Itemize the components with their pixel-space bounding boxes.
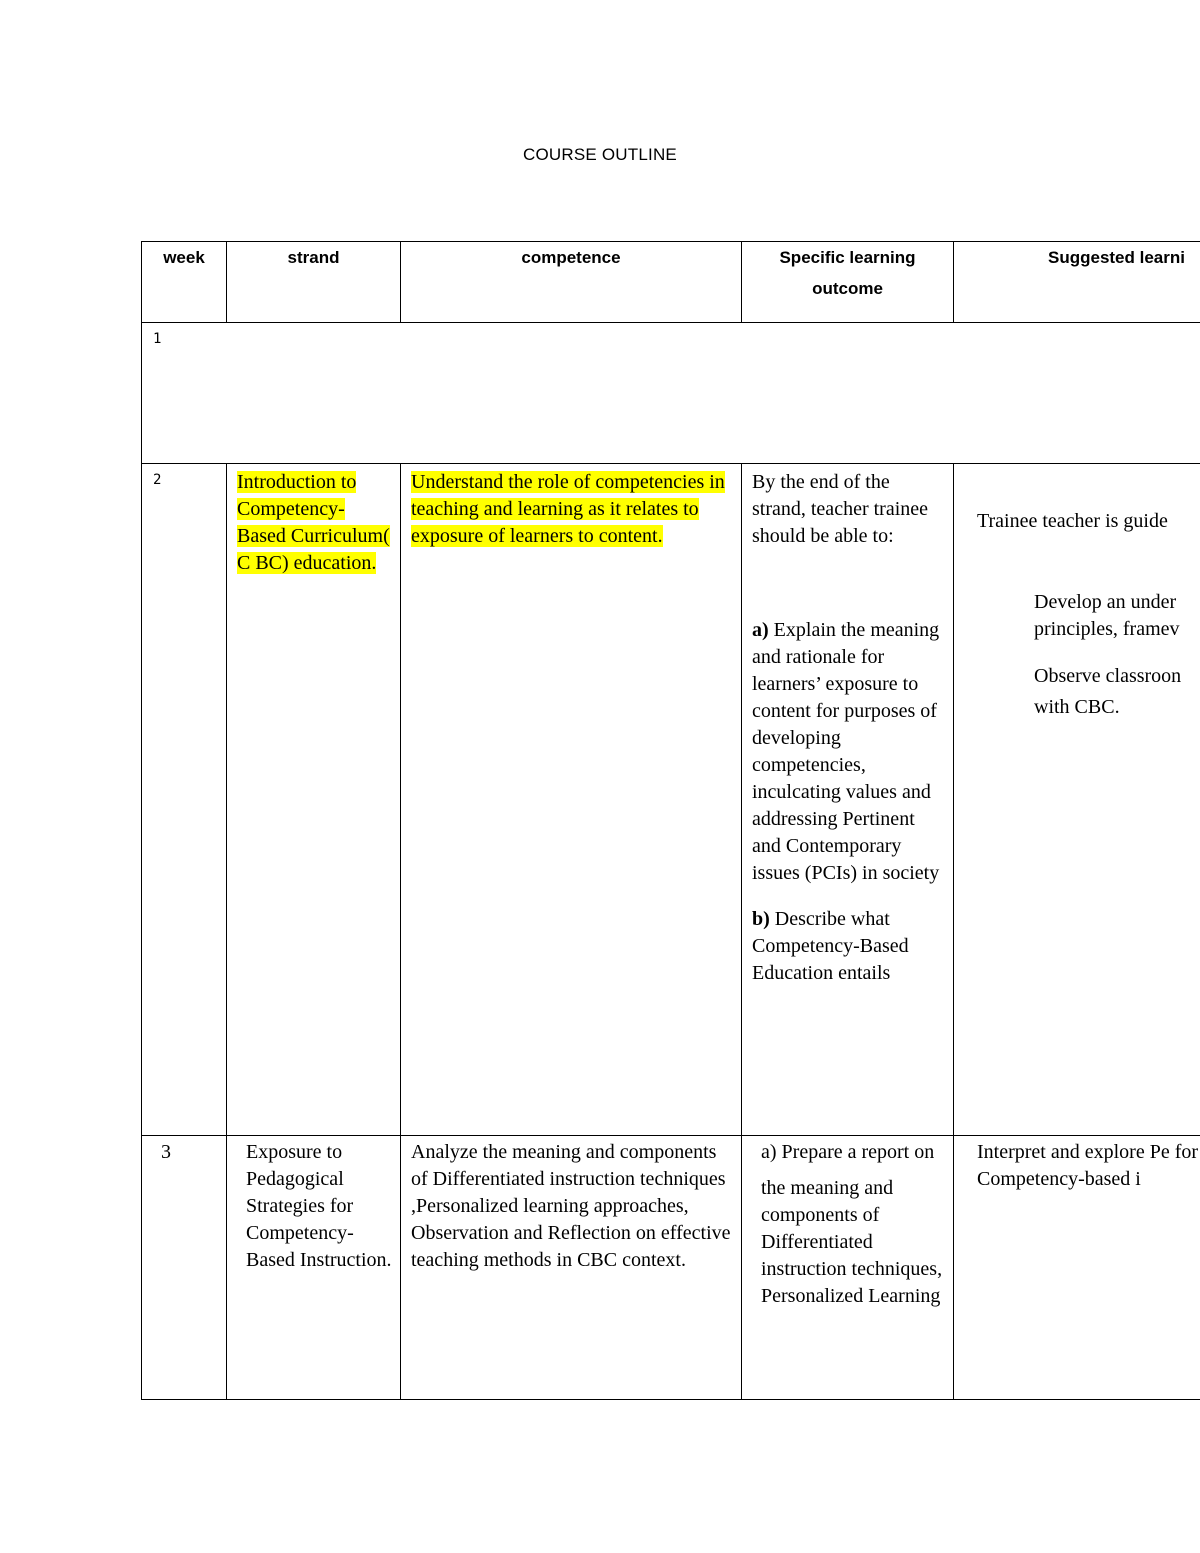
competence-cell <box>401 464 742 1136</box>
week-1-cell <box>142 323 1200 464</box>
week-3-cell <box>142 1136 227 1400</box>
competence-text-wrap <box>401 464 741 550</box>
week-number: 1 <box>153 331 162 347</box>
suggested-cell <box>954 464 1200 1136</box>
outcome-text-2: the meaning and components of Differentiated instruction techniques, Personalized Learning <box>761 1177 943 1307</box>
spacer <box>752 887 945 906</box>
header-suggested-label: Suggested learni <box>1048 248 1185 267</box>
header-strand <box>227 242 401 323</box>
outcome-b-text: Describe what Competency-Based Education entails <box>752 908 909 984</box>
outcome-cell <box>742 464 954 1136</box>
header-week-label: week <box>163 248 205 267</box>
spacer <box>761 1166 945 1175</box>
header-outcome-line2: outcome <box>812 279 883 298</box>
outcome-a <box>752 617 945 887</box>
table-row <box>142 1136 1200 1400</box>
week-number: 2 <box>153 472 162 488</box>
table-row <box>142 323 1200 464</box>
header-week <box>142 242 227 323</box>
spacer <box>752 550 945 617</box>
header-suggested <box>954 242 1200 323</box>
outcome-b <box>752 906 945 987</box>
suggested-text: Interpret and explore Pe for Competency-based i <box>977 1141 1199 1190</box>
strand-text-wrap <box>227 464 400 577</box>
course-outline-table <box>141 241 1200 1400</box>
outcome-content <box>742 464 953 987</box>
outcome-text-1: a) Prepare a report on <box>761 1141 935 1163</box>
outcome-a-label: a) <box>752 619 769 641</box>
outcome-content <box>742 1136 953 1310</box>
outcome-cell <box>742 1136 954 1400</box>
header-outcome-label <box>742 242 953 304</box>
suggested-text-1: Trainee teacher is guide <box>977 510 1168 532</box>
strand-text: Introduction to Competency-Based Curriculum( C BC) education. <box>237 471 390 574</box>
week-number: 3 <box>161 1141 171 1163</box>
outcome-a-text: Explain the meaning and rationale for learners’ exposure to content for purposes of developing competencies, inculcating values and addressing Pertinent and Contemporary issues (PCIs) in society <box>752 619 940 884</box>
header-competence <box>401 242 742 323</box>
strand-cell <box>227 464 401 1136</box>
suggested-text-2: Develop an under principles, framev <box>1034 591 1180 640</box>
competence-text: Understand the role of competencies in teaching and learning as it relates to exposure of learners to content. <box>411 471 725 547</box>
table-row <box>142 464 1200 1136</box>
header-row <box>142 242 1200 323</box>
suggested-text-3: Observe classroon with CBC. <box>1034 665 1182 718</box>
outcome-b-label: b) <box>752 908 770 930</box>
header-outcome <box>742 242 954 323</box>
page-title: COURSE OUTLINE <box>523 145 677 164</box>
week-2-cell <box>142 464 227 1136</box>
strand-text: Exposure to Pedagogical Strategies for Competency-Based Instruction. <box>246 1141 392 1271</box>
header-competence-label: competence <box>521 248 621 267</box>
competence-text: Analyze the meaning and components of Differentiated instruction techniques ,Personalized learning approaches, Observation and Reflection on effective teaching methods in CBC context. <box>411 1141 731 1271</box>
competence-cell <box>401 1136 742 1400</box>
header-outcome-line1: Specific learning <box>779 248 916 267</box>
suggested-cell <box>954 1136 1200 1400</box>
strand-cell <box>227 1136 401 1400</box>
outcome-intro: By the end of the strand, teacher trainee should be able to: <box>752 471 929 547</box>
header-strand-label: strand <box>287 248 340 267</box>
